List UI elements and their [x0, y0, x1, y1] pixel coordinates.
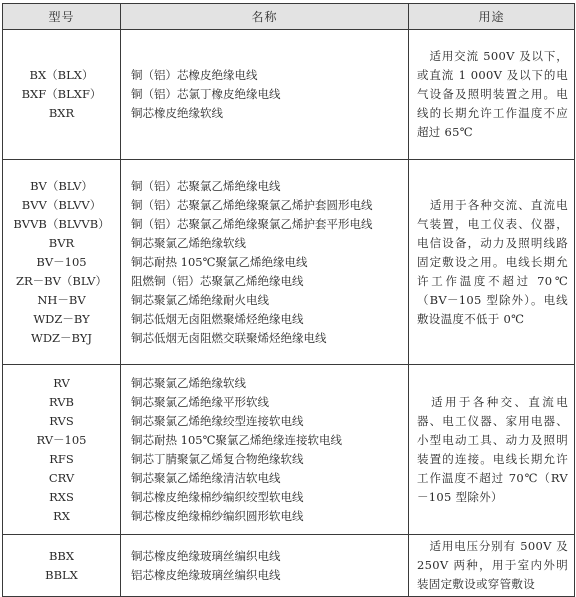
model-code: RVS [49, 413, 74, 428]
model-code: BVV（BLVV） [21, 197, 102, 212]
product-name: 铝芯橡皮绝缘玻璃丝编织电线 [131, 567, 281, 582]
product-name: 铜（铝）芯聚氯乙烯绝缘聚氯乙烯护套平形电线 [131, 216, 373, 231]
model-code: RXS [49, 489, 74, 504]
model-code: RVB [48, 394, 74, 409]
table-row [3, 365, 575, 535]
model-code: BV－105 [36, 254, 87, 269]
product-name: 铜芯低烟无卤阻燃交联聚烯烃绝缘电线 [131, 330, 327, 345]
model-cell [3, 535, 121, 597]
product-name: 铜（铝）芯氯丁橡皮绝缘电线 [131, 87, 281, 101]
header-usage: 用途 [409, 4, 575, 30]
product-name: 铜芯耐热 105℃聚氯乙烯绝缘连接软电线 [131, 432, 342, 447]
name-cell [121, 365, 409, 535]
name-cell [121, 30, 409, 160]
model-code: WDZ－BY [33, 311, 90, 326]
model-code: RX [53, 508, 70, 523]
product-name: 铜芯橡皮绝缘玻璃丝编织电线 [131, 548, 281, 563]
product-name: 铜芯橡皮绝缘软线 [131, 106, 223, 120]
model-code: BXR [48, 106, 75, 120]
header-name: 名称 [121, 4, 409, 30]
model-code: RV [53, 375, 70, 390]
table-row [3, 535, 575, 597]
product-name: 铜芯聚氯乙烯绝缘软线 [131, 235, 246, 250]
usage-text: 适用于各种交流、直流电气装置，电工仪表、仪器，电信设备，动力及照明线路固定敷设之用。电线长期允许工作温度不超过 70℃（BV－105 型除外）。电线敷设温度不低于 0℃ [417, 197, 568, 326]
model-code: RFS [49, 451, 74, 466]
name-cell [121, 160, 409, 365]
model-cell [3, 30, 121, 160]
usage-text: 适用于各种交、直流电器、电工仪器、家用电器、小型电动工具、动力及照明装置的连接。电线长期允许工作温度不超过 70℃（RV－105 型除外） [417, 394, 568, 504]
model-code: BVVB（BLVVB） [13, 216, 110, 231]
product-name: 铜芯橡皮绝缘棉纱编织绞型软电线 [131, 489, 304, 504]
table-row [3, 160, 575, 365]
usage-text: 适用电压分别有 500V 及 250V 两种，用于室内外明装固定敷设或穿管敷设 [417, 539, 568, 591]
model-code: BBX [48, 548, 75, 563]
model-code: BBLX [45, 567, 78, 582]
product-name: 铜（铝）芯橡皮绝缘电线 [131, 68, 258, 82]
header-model: 型号 [3, 4, 121, 30]
model-cell [3, 365, 121, 535]
cable-spec-table [2, 3, 575, 597]
product-name: 铜芯低烟无卤阻燃聚烯烃绝缘电线 [131, 311, 304, 326]
table-header [3, 4, 575, 30]
usage-cell [409, 365, 575, 535]
product-name: 铜芯橡皮绝缘棉纱编织圆形软电线 [131, 508, 304, 523]
model-code: BXF（BLXF） [21, 87, 102, 101]
product-name: 铜（铝）芯聚氯乙烯绝缘电线 [131, 178, 281, 193]
product-name: 铜芯耐热 105℃聚氯乙烯绝缘电线 [131, 254, 308, 269]
product-name: 铜（铝）芯聚氯乙烯绝缘聚氯乙烯护套圆形电线 [131, 197, 373, 212]
product-name: 铜芯聚氯乙烯绝缘清洁软电线 [131, 470, 281, 485]
name-cell [121, 535, 409, 597]
model-code: ZR－BV（BLV） [16, 273, 107, 288]
header-row [3, 4, 575, 30]
model-code: NH－BV [37, 292, 86, 307]
model-cell [3, 160, 121, 365]
model-code: WDZ－BYJ [31, 330, 92, 345]
table-row [3, 30, 575, 160]
product-name: 铜芯聚氯乙烯绝缘耐火电线 [131, 292, 269, 307]
model-code: BX（BLX） [29, 68, 94, 82]
usage-cell [409, 160, 575, 365]
model-code: BVR [48, 235, 75, 250]
model-code: RV－105 [36, 432, 87, 447]
model-code: CRV [48, 470, 75, 485]
product-name: 阻燃铜（铝）芯聚氯乙烯绝缘电线 [131, 273, 304, 288]
product-name: 铜芯聚氯乙烯绝缘软线 [131, 375, 246, 390]
usage-text: 适用交流 500V 及以下，或直流 1 000V 及以下的电气设备及照明装置之用。电线的长期允许工作温度不应超过 65℃ [417, 49, 568, 139]
product-name: 铜芯聚氯乙烯绝缘平形软线 [131, 394, 269, 409]
product-name: 铜芯聚氯乙烯绝缘绞型连接软电线 [131, 413, 304, 428]
usage-cell [409, 30, 575, 160]
model-code: BV（BLV） [30, 178, 93, 193]
usage-cell [409, 535, 575, 597]
product-name: 铜芯丁腈聚氯乙烯复合物绝缘软线 [131, 451, 304, 466]
